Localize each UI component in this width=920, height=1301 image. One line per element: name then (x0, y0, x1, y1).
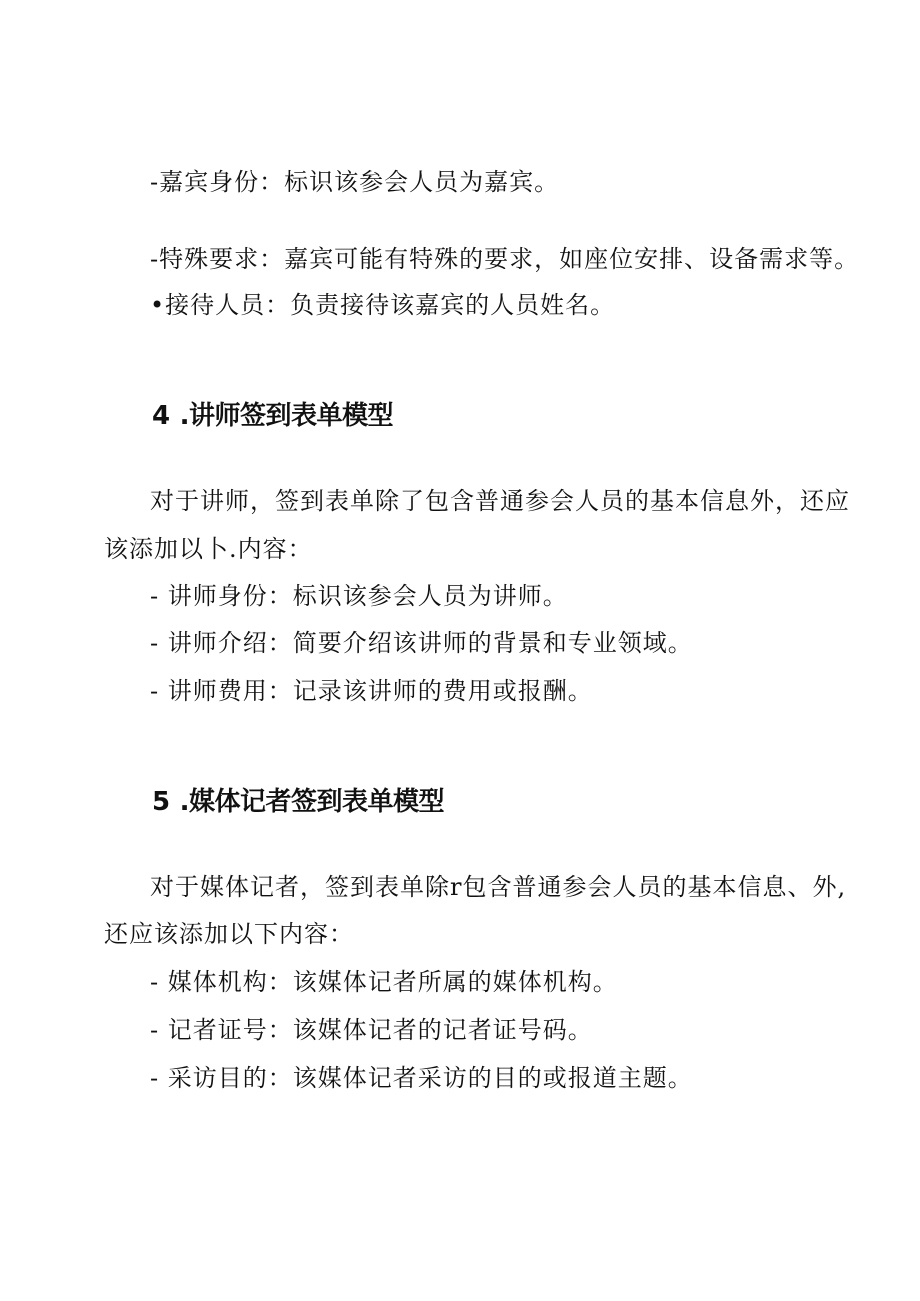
section-5-item-interview-purpose: - 采访目的：该媒体记者采访的目的或报道主题。 (150, 1064, 693, 1092)
section-5-heading (152, 785, 444, 819)
section-4-item-fee: - 讲师费用：记录该讲师的费用或报酬。 (150, 677, 593, 705)
section-5-number: 5 (152, 787, 170, 817)
section-5-intro-line-2: 还应该添加以下内容： (104, 920, 354, 948)
section-4-intro-line-2: 该添加以卜.内容： (104, 535, 313, 563)
section-4-item-introduction: - 讲师介绍：简要介绍该讲师的背景和专业领域。 (150, 629, 693, 657)
section-5-item-press-card-number: - 记者证号：该媒体记者的记者证号码。 (150, 1016, 593, 1044)
section-5-intro-line-1: 对于媒体记者，签到表单除r包含普通参会人员的基本信息、外, (150, 873, 847, 901)
section-4-title: .讲师签到表单模型 (179, 401, 393, 431)
section-5-item-media-organization: - 媒体机构：该媒体记者所属的媒体机构。 (150, 968, 618, 996)
section-4-heading (152, 399, 393, 433)
section-4-intro-line-1: 对于讲师，签到表单除了包含普通参会人员的基本信息外，还应 (150, 487, 850, 515)
guest-item-special-requirements: -特殊要求：嘉宾可能有特殊的要求，如座位安排、设备需求等。 (150, 245, 860, 273)
section-5-title: .媒体记者签到表单模型 (179, 787, 444, 817)
guest-item-reception-staff: •接待人员：负责接待该嘉宾的人员姓名。 (150, 291, 616, 319)
section-4-item-identity: - 讲师身份：标识该参会人员为讲师。 (150, 582, 568, 610)
guest-item-identity: -嘉宾身份：标识该参会人员为嘉宾。 (150, 168, 560, 196)
section-4-number: 4 (152, 401, 170, 431)
